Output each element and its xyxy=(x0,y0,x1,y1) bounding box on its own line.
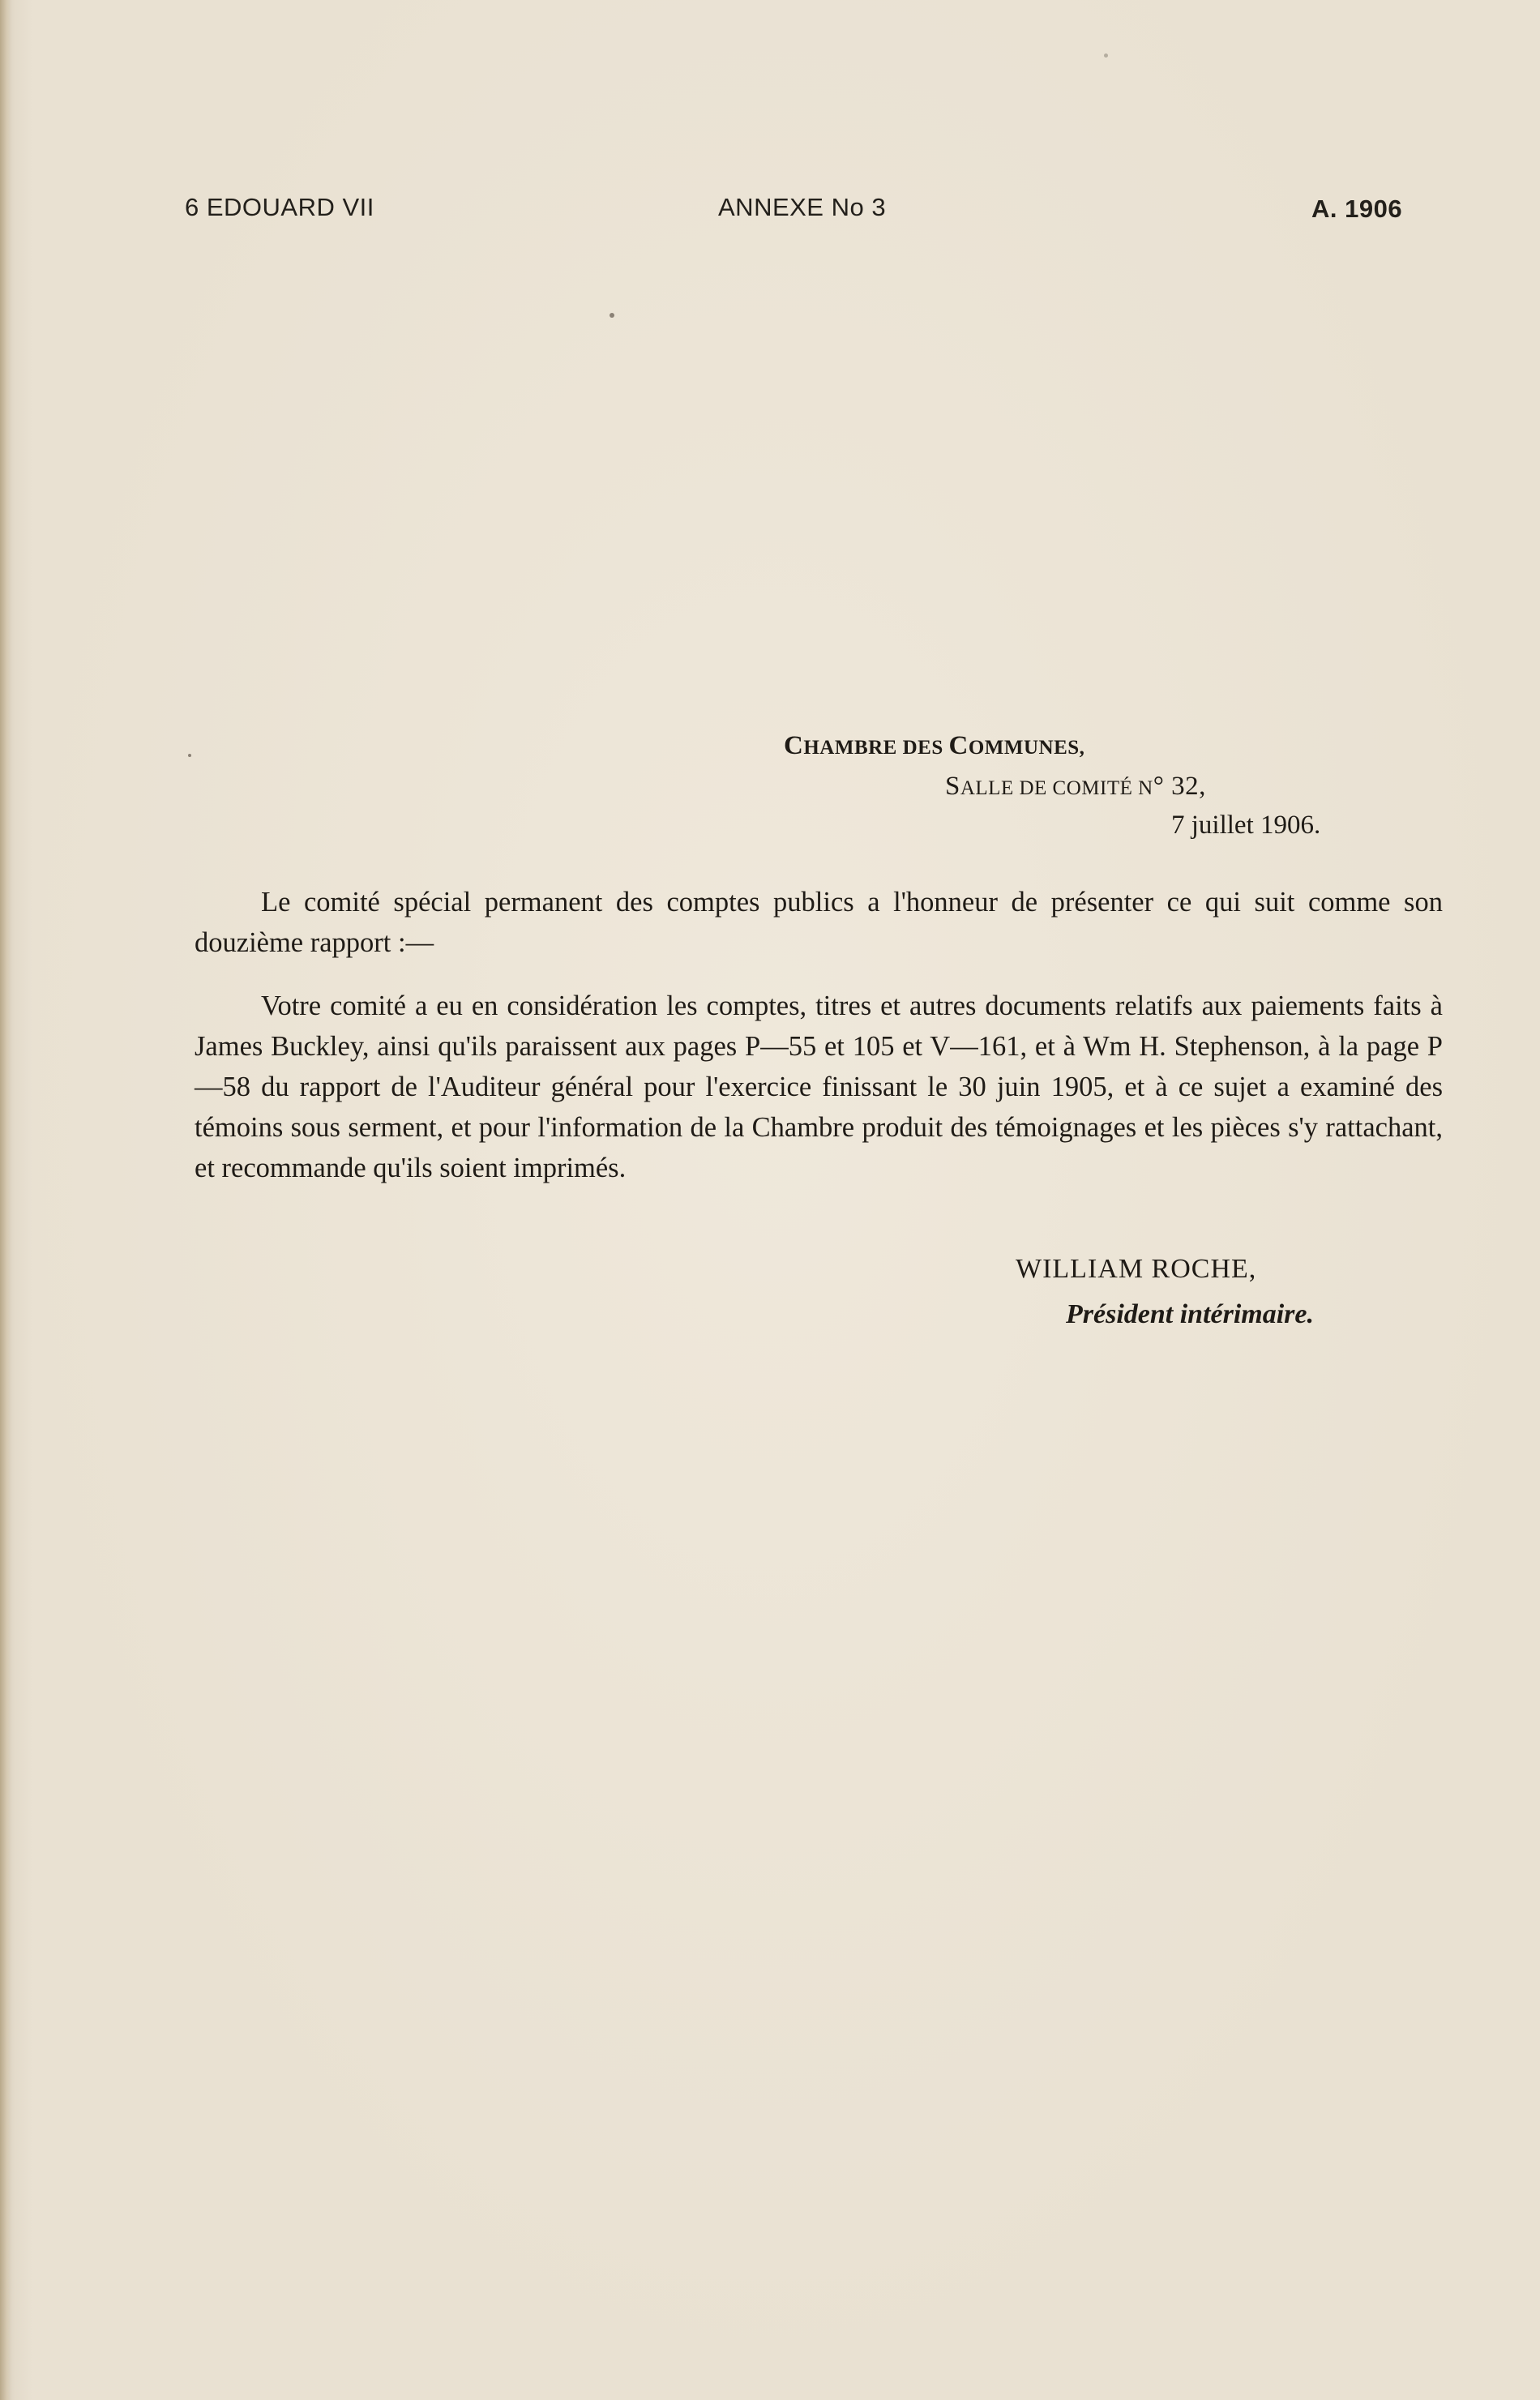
paragraph-intro: Le comité spécial permanent des comptes publics a l'honneur de présenter ce qui suit comme son douzième rapport :— xyxy=(195,887,1443,958)
running-header xyxy=(0,193,1540,233)
ink-speck xyxy=(610,313,614,318)
addr1-cap1: C xyxy=(784,731,804,760)
paragraph-report: Votre comité a eu en considération les comptes, titres et autres documents relatifs aux paiements faits à James Buckley, ainsi qu'ils paraissent aux pages P—55 et 105 et V—161, et à Wm H. Stephenson, à la page P—58 du rapport de l'Auditeur général pour l'exercice finissant le 30 juin 1905, et à ce sujet a examiné des témoins sous serment, et pour l'information de la Chambre produit des témoignages et les pièces s'y rattachant, et recommande qu'ils soient imprimés. xyxy=(195,990,1443,1183)
ink-speck xyxy=(1104,53,1108,58)
header-left: 6 EDOUARD VII xyxy=(185,193,374,221)
binding-edge xyxy=(0,0,11,2400)
signature-name: WILLIAM ROCHE, xyxy=(1016,1254,1257,1284)
addr1-rest1: HAMBRE DES xyxy=(803,737,949,759)
header-center: ANNEXE No 3 xyxy=(718,193,887,221)
addr2-cap: S xyxy=(945,772,960,801)
addr2-num: ° 32, xyxy=(1153,772,1206,801)
signature-title: Président intérimaire. xyxy=(1066,1299,1314,1329)
address-chambre xyxy=(784,731,1084,761)
addr1-rest2: OMMUNES, xyxy=(968,737,1085,759)
address-salle xyxy=(945,772,1206,802)
addr1-cap2: C xyxy=(948,731,969,760)
address-date: 7 juillet 1906. xyxy=(1171,811,1321,840)
ink-speck xyxy=(188,754,191,757)
addr2-rest: ALLE DE COMITÉ N xyxy=(960,777,1153,799)
header-right: A. 1906 xyxy=(1311,195,1403,223)
